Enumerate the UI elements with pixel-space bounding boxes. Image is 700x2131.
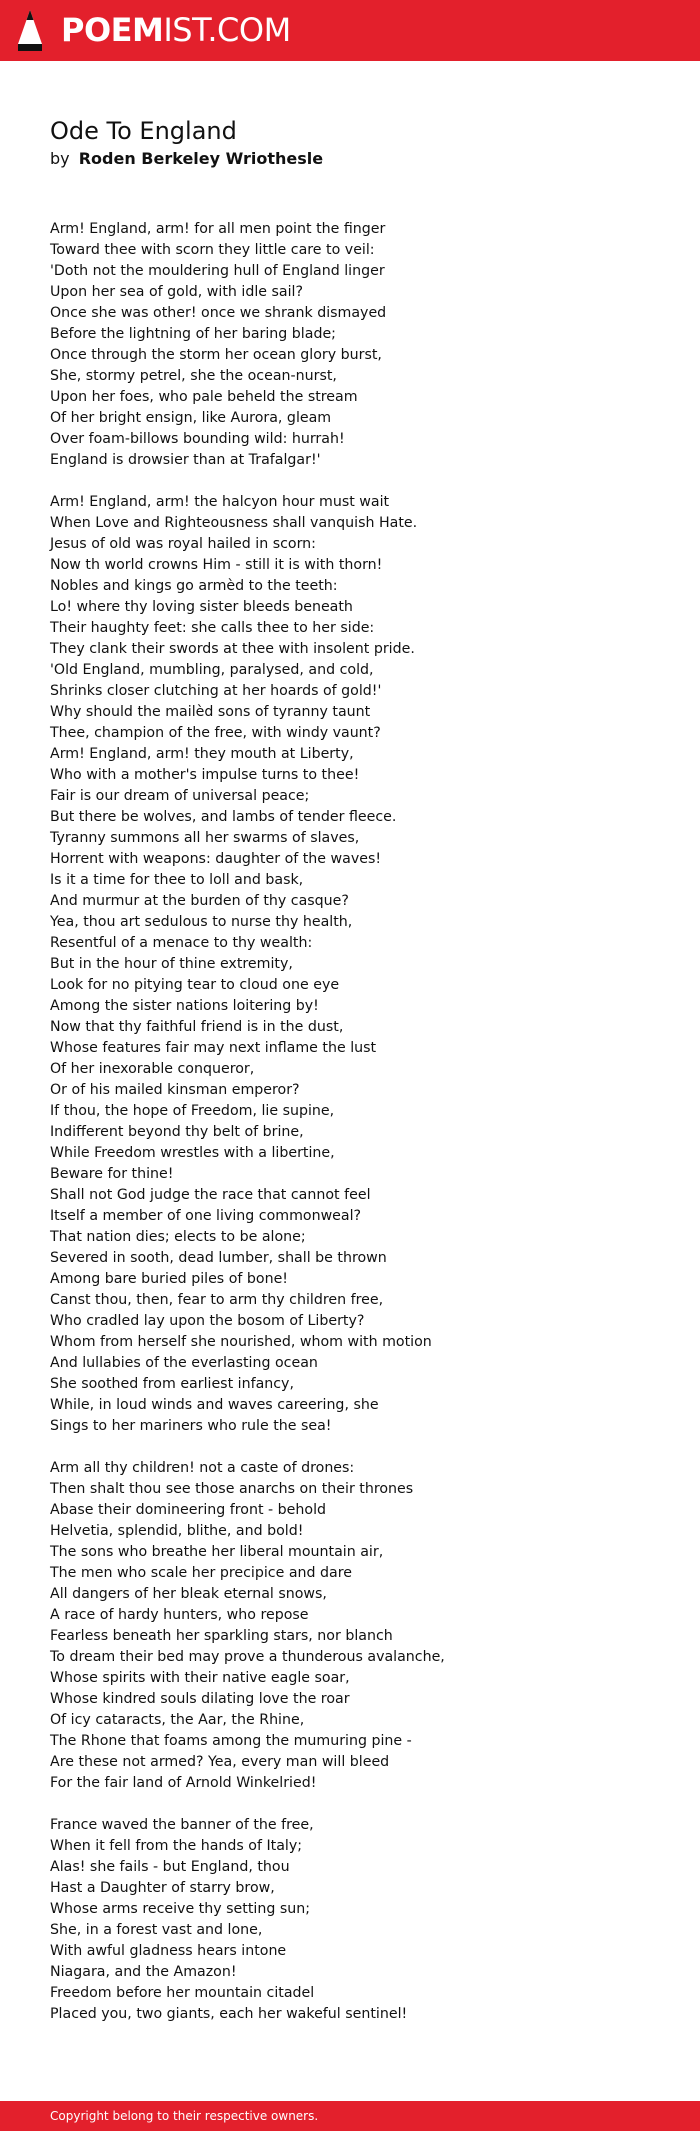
- poem-line: The sons who breathe her liberal mountain air,: [50, 1544, 384, 1560]
- poem-line: Nobles and kings go armèd to the teeth:: [50, 578, 338, 594]
- poem-line: Horrent with weapons: daughter of the waves!: [50, 851, 382, 867]
- poem-line: Helvetia, splendid, blithe, and bold!: [50, 1523, 304, 1539]
- poem-line: 'Doth not the mouldering hull of England linger: [50, 263, 385, 279]
- poem-line: Arm all thy children! not a caste of drones:: [50, 1460, 355, 1476]
- poem-line: Whose arms receive thy setting sun;: [50, 1901, 310, 1917]
- poem-line: Then shalt thou see those anarchs on their thrones: [50, 1481, 414, 1497]
- poem-line: But in the hour of thine extremity,: [50, 956, 293, 972]
- poem-line: They clank their swords at thee with insolent pride.: [50, 641, 415, 657]
- poem-line: Placed you, two giants, each her wakeful sentinel!: [50, 2006, 408, 2022]
- poem-line: When Love and Righteousness shall vanquish Hate.: [50, 515, 418, 531]
- poem-line: Or of his mailed kinsman emperor?: [50, 1082, 300, 1098]
- poem-line: Whose features fair may next inflame the lust: [50, 1040, 377, 1056]
- logo-bold-text: POEM: [61, 11, 164, 49]
- site-logo[interactable]: [61, 11, 291, 49]
- poem-line: Upon her sea of gold, with idle sail?: [50, 284, 304, 300]
- poem-line: And murmur at the burden of thy casque?: [50, 893, 349, 909]
- poem-line: That nation dies; elects to be alone;: [50, 1229, 306, 1245]
- poem-line: All dangers of her bleak eternal snows,: [50, 1586, 327, 1602]
- poem-line: Hast a Daughter of starry brow,: [50, 1880, 275, 1896]
- poem-line: If thou, the hope of Freedom, lie supine,: [50, 1103, 335, 1119]
- author-link[interactable]: Roden Berkeley Wriothesle: [78, 149, 324, 168]
- site-header: [0, 0, 700, 61]
- poem-line: Once she was other! once we shrank dismayed: [50, 305, 387, 321]
- site-footer: [0, 2101, 700, 2131]
- poem-line: The Rhone that foams among the mumuring pine -: [50, 1733, 412, 1749]
- poem-line: Among bare buried piles of bone!: [50, 1271, 288, 1287]
- poem-line: A race of hardy hunters, who repose: [50, 1607, 309, 1623]
- poem-line: Now that thy faithful friend is in the dust,: [50, 1019, 344, 1035]
- poem-line: While Freedom wrestles with a libertine,: [50, 1145, 335, 1161]
- poem-line: When it fell from the hands of Italy;: [50, 1838, 303, 1854]
- poem-line: Of her inexorable conqueror,: [50, 1061, 255, 1077]
- poem-line: Whom from herself she nourished, whom with motion: [50, 1334, 432, 1350]
- poem-line: Their haughty feet: she calls thee to her side:: [50, 620, 375, 636]
- poem-line: Yea, thou art sedulous to nurse thy health,: [50, 914, 353, 930]
- poem-line: She soothed from earliest infancy,: [50, 1376, 294, 1392]
- copyright-text: Copyright belong to their respective owners.: [50, 2109, 319, 2123]
- poem-line: She, stormy petrel, she the ocean-nurst,: [50, 368, 337, 384]
- poem-line: 'Old England, mumbling, paralysed, and cold,: [50, 662, 374, 678]
- stanza: [50, 1815, 670, 2025]
- poem-body: [50, 219, 670, 2046]
- poem-line: Fearless beneath her sparkling stars, nor blanch: [50, 1628, 393, 1644]
- poem-line: Fair is our dream of universal peace;: [50, 788, 310, 804]
- poem-line: Once through the storm her ocean glory burst,: [50, 347, 382, 363]
- poem-line: Indifferent beyond thy belt of brine,: [50, 1124, 304, 1140]
- poem-line: Thee, champion of the free, with windy vaunt?: [50, 725, 381, 741]
- poem-line: Whose kindred souls dilating love the roar: [50, 1691, 350, 1707]
- poem-line: For the fair land of Arnold Winkelried!: [50, 1775, 317, 1791]
- poem-line: Resentful of a menace to thy wealth:: [50, 935, 313, 951]
- byline: [50, 148, 323, 170]
- poem-line: She, in a forest vast and lone,: [50, 1922, 263, 1938]
- poem-line: Sings to her mariners who rule the sea!: [50, 1418, 332, 1434]
- poem-line: Alas! she fails - but England, thou: [50, 1859, 290, 1875]
- poem-line: Arm! England, arm! the halcyon hour must wait: [50, 494, 390, 510]
- pencil-tip-icon[interactable]: [16, 10, 44, 51]
- poem-line: Of icy cataracts, the Aar, the Rhine,: [50, 1712, 305, 1728]
- stanza: [50, 219, 670, 471]
- poem-line: Who with a mother's impulse turns to thee!: [50, 767, 360, 783]
- poem-line: The men who scale her precipice and dare: [50, 1565, 352, 1581]
- poem-line: But there be wolves, and lambs of tender fleece.: [50, 809, 397, 825]
- poem-line: And lullabies of the everlasting ocean: [50, 1355, 318, 1371]
- poem-line: Severed in sooth, dead lumber, shall be thrown: [50, 1250, 387, 1266]
- poem-line: Now th world crowns Him - still it is with thorn!: [50, 557, 383, 573]
- poem-line: Before the lightning of her baring blade;: [50, 326, 336, 342]
- poem-line: France waved the banner of the free,: [50, 1817, 314, 1833]
- poem-line: Itself a member of one living commonweal?: [50, 1208, 362, 1224]
- by-label: by: [50, 149, 70, 168]
- poem-line: Are these not armed? Yea, every man will bleed: [50, 1754, 390, 1770]
- poem-line: Upon her foes, who pale beheld the stream: [50, 389, 358, 405]
- poem-line: Shrinks closer clutching at her hoards of gold!': [50, 683, 382, 699]
- poem-line: To dream their bed may prove a thunderous avalanche,: [50, 1649, 445, 1665]
- poem-line: Is it a time for thee to loll and bask,: [50, 872, 304, 888]
- poem-line: Niagara, and the Amazon!: [50, 1964, 237, 1980]
- poem-line: Beware for thine!: [50, 1166, 174, 1182]
- poem-line: Canst thou, then, fear to arm thy children free,: [50, 1292, 384, 1308]
- poem-line: Freedom before her mountain citadel: [50, 1985, 315, 2001]
- poem-line: Jesus of old was royal hailed in scorn:: [50, 536, 316, 552]
- poem-line: Why should the mailèd sons of tyranny taunt: [50, 704, 371, 720]
- poem-line: Arm! England, arm! for all men point the finger: [50, 221, 386, 237]
- poem-line: Arm! England, arm! they mouth at Liberty,: [50, 746, 354, 762]
- poem-line: Shall not God judge the race that cannot feel: [50, 1187, 371, 1203]
- poem-line: Who cradled lay upon the bosom of Liberty?: [50, 1313, 365, 1329]
- poem-line: Toward thee with scorn they little care to veil:: [50, 242, 375, 258]
- poem-line: Of her bright ensign, like Aurora, gleam: [50, 410, 332, 426]
- poem-line: England is drowsier than at Trafalgar!': [50, 452, 321, 468]
- poem-title: Ode To England: [50, 117, 237, 145]
- poem-line: Look for no pitying tear to cloud one eye: [50, 977, 340, 993]
- poem-line: With awful gladness hears intone: [50, 1943, 287, 1959]
- poem-line: Tyranny summons all her swarms of slaves,: [50, 830, 360, 846]
- poem-line: Among the sister nations loitering by!: [50, 998, 319, 1014]
- logo-light-text: IST.COM: [163, 11, 291, 49]
- stanza: [50, 1458, 670, 1794]
- stanza: [50, 492, 670, 1437]
- poem-line: Abase their domineering front - behold: [50, 1502, 327, 1518]
- poem-line: Lo! where thy loving sister bleeds beneath: [50, 599, 353, 615]
- poem-line: Whose spirits with their native eagle soar,: [50, 1670, 350, 1686]
- poem-line: While, in loud winds and waves careering, she: [50, 1397, 379, 1413]
- poem-line: Over foam-billows bounding wild: hurrah!: [50, 431, 345, 447]
